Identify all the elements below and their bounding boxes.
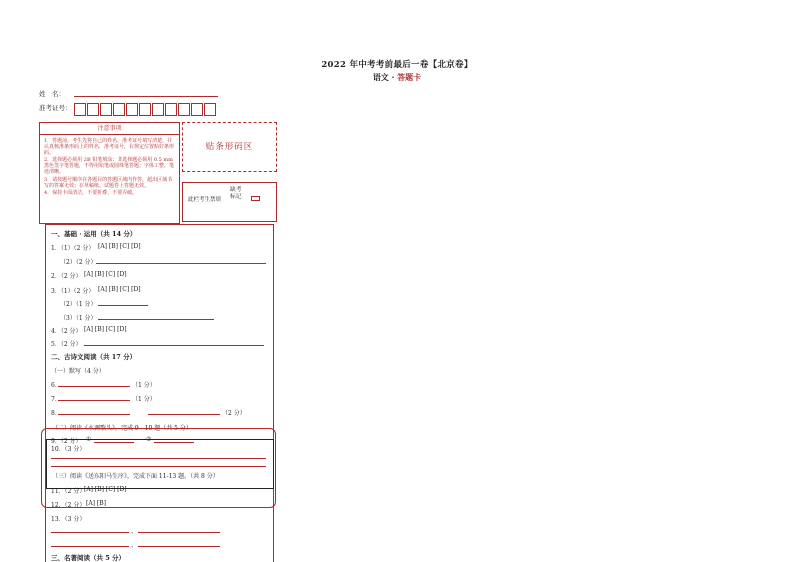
absent-mark-label: 缺考 标记	[230, 187, 242, 200]
page-title: 2022 年中考考前最后一卷【北京卷】	[321, 60, 473, 70]
question-label: 10．（3 分）	[51, 446, 86, 453]
id-label: 准考证号：	[39, 104, 72, 112]
blank-marker-2: ②	[146, 436, 152, 443]
notice-heading: 注意事项	[40, 123, 179, 135]
question-label: （2）（1 分）	[60, 301, 97, 308]
absent-mark-checkbox[interactable]	[251, 196, 260, 201]
subtitle-answer-sheet: 答题卡	[397, 72, 422, 82]
name-field[interactable]	[74, 96, 218, 97]
notice-list	[40, 135, 179, 196]
answer-line[interactable]	[138, 532, 220, 533]
choice-options[interactable]: [A] [B]	[86, 500, 107, 507]
answer-line[interactable]	[98, 319, 214, 320]
question-score: （1 分）	[132, 382, 156, 389]
question-label: 1．（1）（2 分）	[51, 245, 95, 252]
name-label: 姓 名：	[39, 90, 65, 98]
answer-line[interactable]	[51, 546, 129, 547]
section-heading: 三、名著阅读（共 5 分）	[51, 554, 126, 562]
question-score: （2 分）	[222, 410, 246, 417]
choice-options[interactable]: [A] [B] [C] [D]	[84, 326, 127, 333]
answer-line[interactable]	[58, 386, 130, 387]
absent-box	[182, 182, 277, 222]
question-label: 3．（1）（2 分）	[51, 288, 95, 295]
notice-box	[39, 122, 180, 224]
question-label: 5．（2 分）	[51, 341, 82, 348]
question-label: 6．	[51, 382, 61, 389]
question-label: 11．（2 分）	[51, 488, 86, 495]
id-digit-box[interactable]	[178, 103, 190, 116]
answer-line[interactable]	[96, 263, 266, 264]
subsection-heading: （三）阅读《送东阳马生序》，完成下面 11-13 题。（共 8 分）	[52, 473, 219, 480]
choice-options[interactable]: [A] [B] [C] [D]	[84, 486, 127, 493]
id-digit-box[interactable]	[87, 103, 99, 116]
page-subtitle	[0, 72, 794, 83]
answer-area	[45, 224, 274, 562]
answer-line[interactable]	[58, 414, 130, 415]
id-digit-box[interactable]	[74, 103, 86, 116]
id-digit-box[interactable]	[126, 103, 138, 116]
answer-line[interactable]	[98, 305, 148, 306]
question-label: 2．（2 分）	[51, 273, 82, 280]
subtitle-subject: 语文 ·	[372, 72, 398, 82]
section-heading: 二、古诗文阅读（共 17 分）	[51, 353, 137, 361]
question-label: 12．（2 分）	[51, 502, 86, 509]
id-digit-box[interactable]	[204, 103, 216, 116]
separator-text: 、	[131, 528, 138, 535]
question-label: 9．（2 分）	[51, 438, 82, 445]
subsection-heading: （一）默写（4 分）	[51, 368, 105, 375]
section-heading: 一、基础 · 运用（共 14 分）	[51, 230, 137, 238]
question-label: 8．	[51, 410, 61, 417]
question-label: （3）（1 分）	[60, 315, 97, 322]
subsection-heading: （二）阅读《水调歌头》，完成 9—10 题（共 5 分）	[52, 425, 192, 432]
separator-text: 、	[131, 542, 138, 549]
id-digit-box[interactable]	[165, 103, 177, 116]
question-label: 4．（2 分）	[51, 328, 82, 335]
question-label: 7．	[51, 396, 61, 403]
choice-options[interactable]: [A] [B] [C] [D]	[98, 286, 141, 293]
answer-line[interactable]	[148, 414, 220, 415]
notice-item: 2．选择题必须用 2B 铅笔填涂；非选择题必须用 0.5 mm 黑色签字笔答题，不得用铅笔或圆珠笔答题；字体工整、笔迹清晰。	[44, 157, 175, 176]
id-digit-box[interactable]	[191, 103, 203, 116]
absent-label: 此栏考生禁填	[188, 197, 222, 203]
barcode-area: 贴条形码区	[182, 122, 277, 172]
answer-line[interactable]	[84, 345, 264, 346]
answer-line[interactable]	[51, 532, 129, 533]
id-digit-box[interactable]	[100, 103, 112, 116]
question-score: （1 分）	[132, 396, 156, 403]
question-label: 13．（3 分）	[51, 516, 86, 523]
blank-marker-1: ①	[86, 436, 92, 443]
choice-options[interactable]: [A] [B] [C] [D]	[98, 243, 141, 250]
id-digit-box[interactable]	[113, 103, 125, 116]
choice-options[interactable]: [A] [B] [C] [D]	[84, 271, 127, 278]
id-digit-box[interactable]	[139, 103, 151, 116]
question-label: （2）（2 分）	[60, 259, 97, 266]
highlight-region-black	[46, 439, 274, 489]
answer-line[interactable]	[58, 400, 130, 401]
answer-line[interactable]	[138, 546, 220, 547]
id-digit-box[interactable]	[152, 103, 164, 116]
notice-item: 4．保持卡面清洁，不要折叠、不要弄破。	[44, 189, 138, 196]
notice-item: 3．请按题号顺序在各题目的答题区域内作答，超出区域书写的答案无效；在草稿纸、试题卷上答题无效。	[44, 176, 173, 189]
notice-item: 1．答题前，考生先将自己的姓名、准考证号填写清楚，并认真核准条形码上的姓名、准考证号，在规定位置贴好条形码。	[44, 138, 175, 157]
